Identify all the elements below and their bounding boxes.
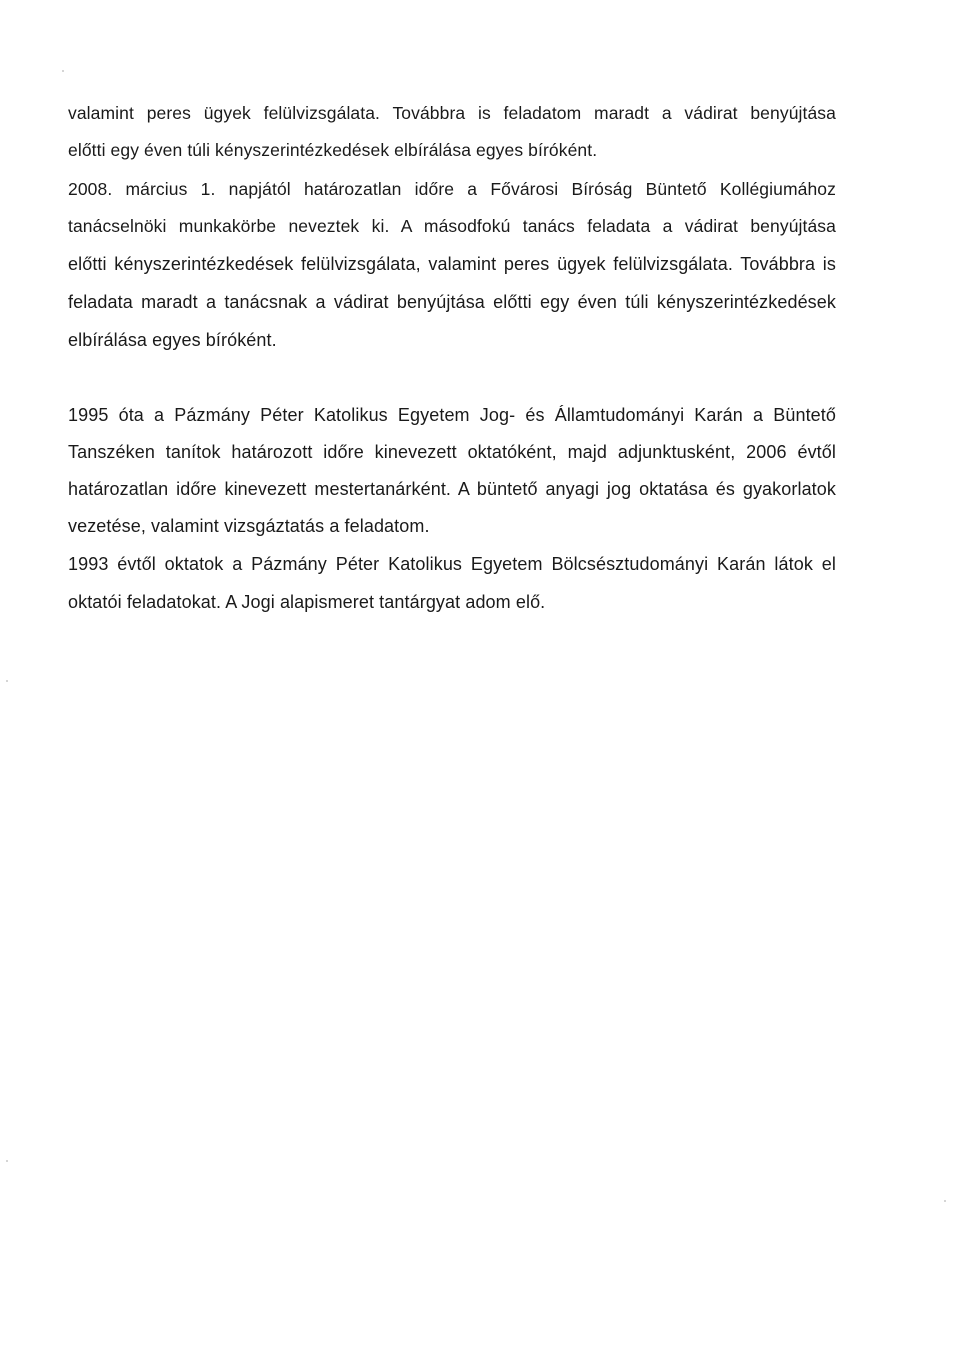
scan-speck [62, 70, 64, 72]
paragraph-2-line-4: feladata maradt a tanácsnak a vádirat benyújtása előtti egy éven túli kényszerintézkedések [68, 292, 836, 312]
paragraph-3-line-3: határozatlan időre kinevezett mestertanárként. A büntető anyagi jog oktatása és gyakorlatok [68, 479, 836, 499]
scan-speck [944, 1200, 946, 1202]
paragraph-4-line-2: oktatói feladatokat. A Jogi alapismeret tantárgyat adom elő. [68, 592, 546, 612]
paragraph-2-line-3: előtti kényszerintézkedések felülvizsgálata, valamint peres ügyek felülvizsgálata. Továbbra is [68, 254, 836, 274]
paragraph-3-line-2: Tanszéken tanítok határozott időre kinevezett oktatóként, majd adjunktusként, 2006 évtől [68, 442, 836, 462]
paragraph-3-line-1: 1995 óta a Pázmány Péter Katolikus Egyetem Jog- és Államtudományi Karán a Büntető [68, 405, 836, 425]
paragraph-2-line-1: 2008. március 1. napjától határozatlan időre a Fővárosi Bíróság Büntető Kollégiumához [68, 179, 836, 199]
paragraph-1-line-2: előtti egy éven túli kényszerintézkedések elbírálása egyes bíróként. [68, 140, 598, 160]
paragraph-2-line-5: elbírálása egyes bíróként. [68, 330, 277, 350]
scan-speck [6, 1160, 8, 1162]
paragraph-2-line-2: tanácselnöki munkakörbe neveztek ki. A másodfokú tanács feladata a vádirat benyújtása [68, 216, 836, 236]
paragraph-1-line-1: valamint peres ügyek felülvizsgálata. Továbbra is feladatom maradt a vádirat benyújtása [68, 103, 836, 123]
paragraph-4-line-1: 1993 évtől oktatok a Pázmány Péter Katolikus Egyetem Bölcsésztudományi Karán látok el [68, 554, 836, 574]
paragraph-3-line-4: vezetése, valamint vizsgáztatás a feladatom. [68, 516, 430, 536]
scan-speck [6, 680, 8, 682]
